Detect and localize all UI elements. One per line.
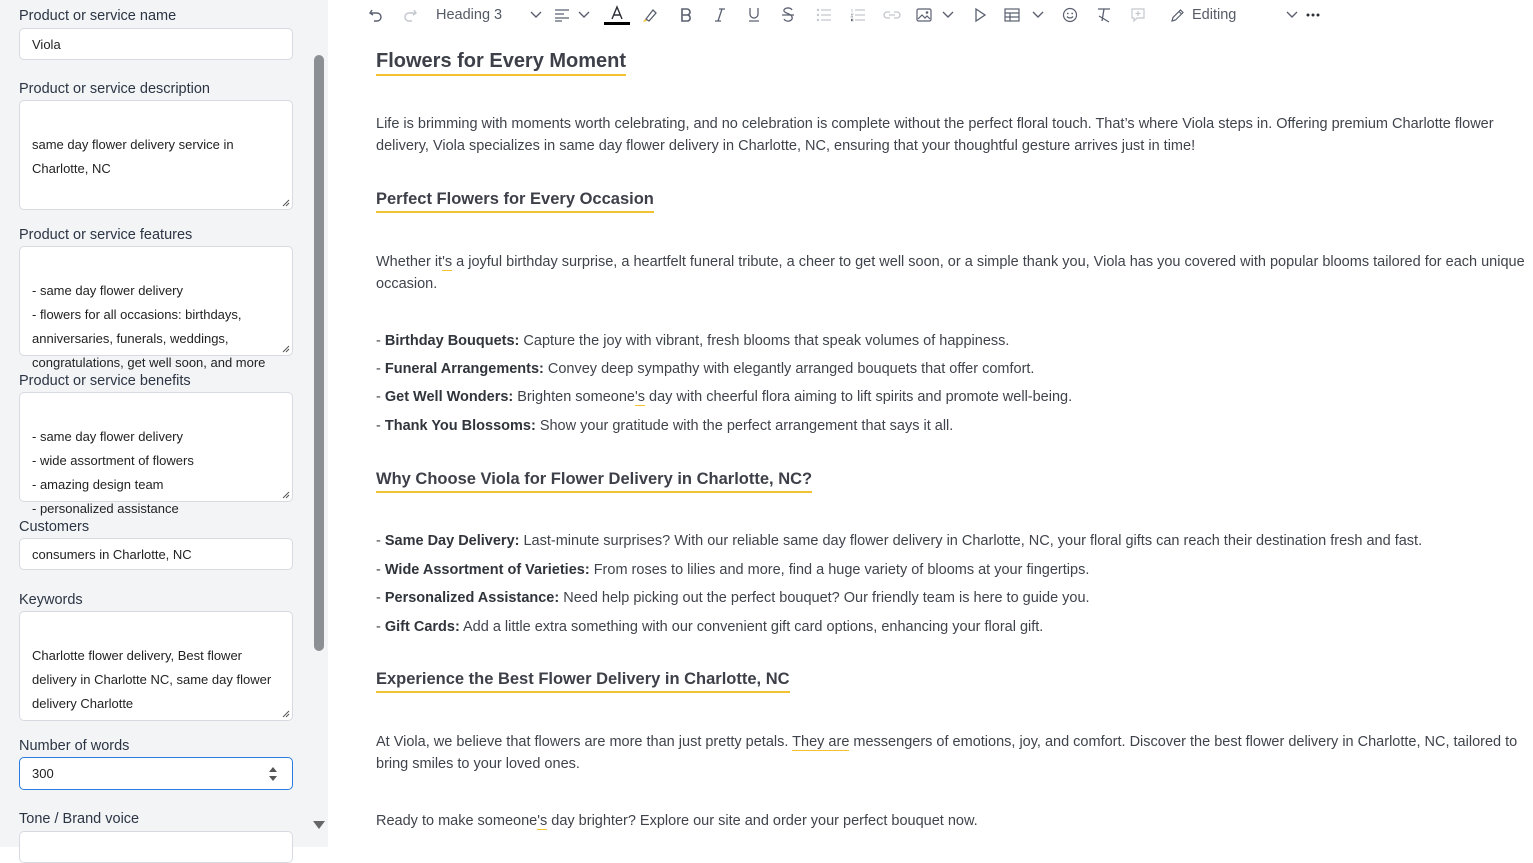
list-item-text: day with cheerful flora aiming to lift spirits and promote well-being. xyxy=(644,389,1073,405)
experience-paragraph xyxy=(376,731,1526,775)
mode-dropdown[interactable] xyxy=(1170,4,1298,26)
section-heading-experience: Experience the Best Flower Delivery in Charlotte, NC xyxy=(376,670,790,693)
word-count-label: Number of words xyxy=(19,738,130,754)
list-item-term: Thank You Blossoms: xyxy=(384,418,536,434)
grammar-suggestion[interactable]: 's xyxy=(442,254,453,270)
clear-format-icon xyxy=(1096,7,1112,23)
chevron-down-icon xyxy=(578,11,590,19)
chevron-down-icon xyxy=(942,11,954,19)
bold-button[interactable] xyxy=(676,4,696,26)
highlight-button[interactable] xyxy=(640,4,660,26)
features-label: Product or service features xyxy=(19,227,193,243)
list-item-term: Funeral Arrangements: xyxy=(384,361,544,377)
paragraph-text: day brighter? Explore our site and order your perfect bouquet now. xyxy=(547,813,978,829)
customers-label: Customers xyxy=(19,519,90,535)
media-icon xyxy=(974,8,986,22)
list-marker: - xyxy=(376,533,385,549)
resize-grip-icon[interactable] xyxy=(282,710,290,718)
occasions-paragraph xyxy=(376,251,1526,295)
heading-select-value: Heading 3 xyxy=(436,7,503,23)
list-item-term: Gift Cards: xyxy=(384,619,460,635)
clear-format-button[interactable] xyxy=(1094,4,1114,26)
font-color-icon xyxy=(610,6,624,20)
more-options-button[interactable] xyxy=(1304,4,1322,26)
list-item-text: Show your gratitude with the perfect arrangement that says it all. xyxy=(535,418,954,434)
word-count-input[interactable] xyxy=(19,757,293,790)
chevron-down-icon xyxy=(1032,11,1044,19)
list-marker: - xyxy=(376,619,385,635)
link-icon xyxy=(883,9,901,21)
list-item-text: Add a little extra something with our convenient gift card options, enhancing your floral gift. xyxy=(459,619,1044,635)
list-marker: - xyxy=(376,389,385,405)
list-item xyxy=(376,359,1034,379)
image-dropdown[interactable] xyxy=(916,4,954,26)
list-item-text: From roses to lilies and more, find a huge variety of blooms at your fingertips. xyxy=(589,562,1090,578)
form-scrollbar-thumb[interactable] xyxy=(314,55,324,651)
font-color-swatch xyxy=(604,22,630,25)
link-button[interactable] xyxy=(882,4,902,26)
grammar-suggestion[interactable]: 's xyxy=(634,389,645,405)
list-item-text: Last-minute surprises? With our reliable same day flower delivery in Charlotte, NC, your floral gifts can reach their destination fresh and fast. xyxy=(519,533,1423,549)
features-textarea[interactable] xyxy=(19,246,293,370)
list-item-text: Capture the joy with vibrant, fresh blooms that speak volumes of happiness. xyxy=(519,333,1010,349)
table-icon xyxy=(1004,8,1020,22)
list-item xyxy=(376,617,1043,637)
list-item-term: Same Day Delivery: xyxy=(384,533,520,549)
comment-button[interactable] xyxy=(1128,4,1148,26)
features-text: - same day flower delivery - flowers for all occasions: birthdays, anniversaries, funerals, weddings, congratulations, get well soon, and more xyxy=(32,283,266,370)
editor-content[interactable] xyxy=(328,30,1533,847)
product-name-label: Product or service name xyxy=(19,8,177,24)
list-item-text: Brighten someone xyxy=(513,389,635,405)
chevron-down-icon xyxy=(530,11,542,19)
redo-button[interactable] xyxy=(400,4,420,26)
bullet-list-button[interactable] xyxy=(814,4,834,26)
emoji-icon xyxy=(1062,7,1078,23)
list-marker: - xyxy=(376,361,385,377)
table-dropdown[interactable] xyxy=(1004,4,1044,26)
intro-paragraph: Life is brimming with moments worth celebrating, and no celebration is complete without the perfect floral touch. That’s where Viola steps in. Offering premium Charlotte flower delivery, Viola specializes in same day flower delivery in Charlotte, NC, ensuring that your thoughtful gesture arrives just in time! xyxy=(376,116,1494,154)
description-label: Product or service description xyxy=(19,81,210,97)
bullet-list-icon xyxy=(816,8,832,22)
font-color-button[interactable] xyxy=(604,4,630,26)
resize-grip-icon[interactable] xyxy=(282,491,290,499)
pencil-icon xyxy=(1170,8,1185,23)
list-item xyxy=(376,588,1090,608)
redo-icon xyxy=(402,7,418,23)
tone-label: Tone / Brand voice xyxy=(19,811,140,827)
chevron-down-icon xyxy=(1286,11,1298,19)
underline-icon xyxy=(747,7,761,23)
mode-label: Editing xyxy=(1192,7,1237,23)
align-icon xyxy=(554,8,570,22)
product-name-input[interactable]: Viola xyxy=(19,28,293,60)
undo-button[interactable] xyxy=(366,4,386,26)
article-title: Flowers for Every Moment xyxy=(376,49,626,76)
keywords-text: Charlotte flower delivery, Best flower delivery in Charlotte NC, same day flower delivery Charlotte xyxy=(32,648,272,711)
closing-paragraph xyxy=(376,810,1526,832)
resize-grip-icon[interactable] xyxy=(282,345,290,353)
benefits-text: - same day flower delivery - wide assortment of flowers - amazing design team - personalized assistance xyxy=(32,429,194,516)
emoji-button[interactable] xyxy=(1060,4,1080,26)
image-icon xyxy=(916,8,932,22)
list-item-term: Personalized Assistance: xyxy=(384,590,560,606)
paragraph-text: Whether it xyxy=(376,254,443,270)
list-item-text: Need help picking out the perfect bouquet? Our friendly team is here to guide you. xyxy=(559,590,1090,606)
form-panel xyxy=(0,0,310,847)
numbered-list-icon xyxy=(850,8,866,22)
paragraph-text: Ready to make someone xyxy=(376,813,538,829)
paragraph-text: messengers of emotions, joy, and comfort. Discover the best flower delivery in Charlotte, NC, tailored to bring smiles to your loved ones. xyxy=(376,734,1518,772)
keywords-label: Keywords xyxy=(19,592,83,608)
word-count-value: 300 xyxy=(32,766,54,781)
list-item-term: Get Well Wonders: xyxy=(384,389,514,405)
tone-input[interactable] xyxy=(19,831,293,863)
list-item-term: Wide Assortment of Varieties: xyxy=(384,562,590,578)
description-text: same day flower delivery service in Charlotte, NC xyxy=(32,137,234,176)
strikethrough-button[interactable] xyxy=(778,4,798,26)
grammar-suggestion[interactable]: 's xyxy=(537,813,548,829)
list-item-text: Convey deep sympathy with elegantly arranged bouquets that offer comfort. xyxy=(543,361,1035,377)
list-item xyxy=(376,560,1089,580)
list-item xyxy=(376,331,1009,351)
comment-icon xyxy=(1130,7,1146,23)
strikethrough-icon xyxy=(781,7,795,23)
scroll-down-arrow-icon[interactable] xyxy=(312,820,326,830)
editor-toolbar xyxy=(328,0,1533,30)
section-heading-why-choose: Why Choose Viola for Flower Delivery in Charlotte, NC? xyxy=(376,470,812,493)
bold-icon xyxy=(680,8,692,22)
list-marker: - xyxy=(376,333,385,349)
list-item xyxy=(376,416,953,436)
list-item-term: Birthday Bouquets: xyxy=(384,333,520,349)
align-dropdown[interactable] xyxy=(554,4,590,26)
italic-icon xyxy=(714,8,726,22)
heading-select[interactable] xyxy=(436,4,542,26)
keywords-textarea[interactable] xyxy=(19,611,293,721)
media-button[interactable] xyxy=(970,4,990,26)
list-marker: - xyxy=(376,562,385,578)
grammar-suggestion[interactable]: They are xyxy=(792,734,850,750)
list-marker: - xyxy=(376,590,385,606)
benefits-label: Product or service benefits xyxy=(19,373,191,389)
highlight-icon xyxy=(642,7,658,23)
paragraph-text: At Viola, we believe that flowers are more than just pretty petals. xyxy=(376,734,793,750)
italic-button[interactable] xyxy=(710,4,730,26)
more-icon xyxy=(1306,13,1320,17)
section-heading-occasions: Perfect Flowers for Every Occasion xyxy=(376,190,654,213)
resize-grip-icon[interactable] xyxy=(282,199,290,207)
benefits-textarea[interactable] xyxy=(19,392,293,516)
list-item xyxy=(376,531,1422,551)
description-textarea[interactable] xyxy=(19,100,293,210)
list-item xyxy=(376,387,1072,407)
customers-input[interactable]: consumers in Charlotte, NC xyxy=(19,538,293,570)
undo-icon xyxy=(368,7,384,23)
list-marker: - xyxy=(376,418,385,434)
paragraph-text: a joyful birthday surprise, a heartfelt funeral tribute, a cheer to get well soon, or a simple thank you, Viola has you covered with popular blooms tailored for each unique occasion. xyxy=(376,254,1525,292)
numbered-list-button[interactable] xyxy=(848,4,868,26)
underline-button[interactable] xyxy=(744,4,764,26)
number-stepper-icon[interactable] xyxy=(268,766,278,782)
